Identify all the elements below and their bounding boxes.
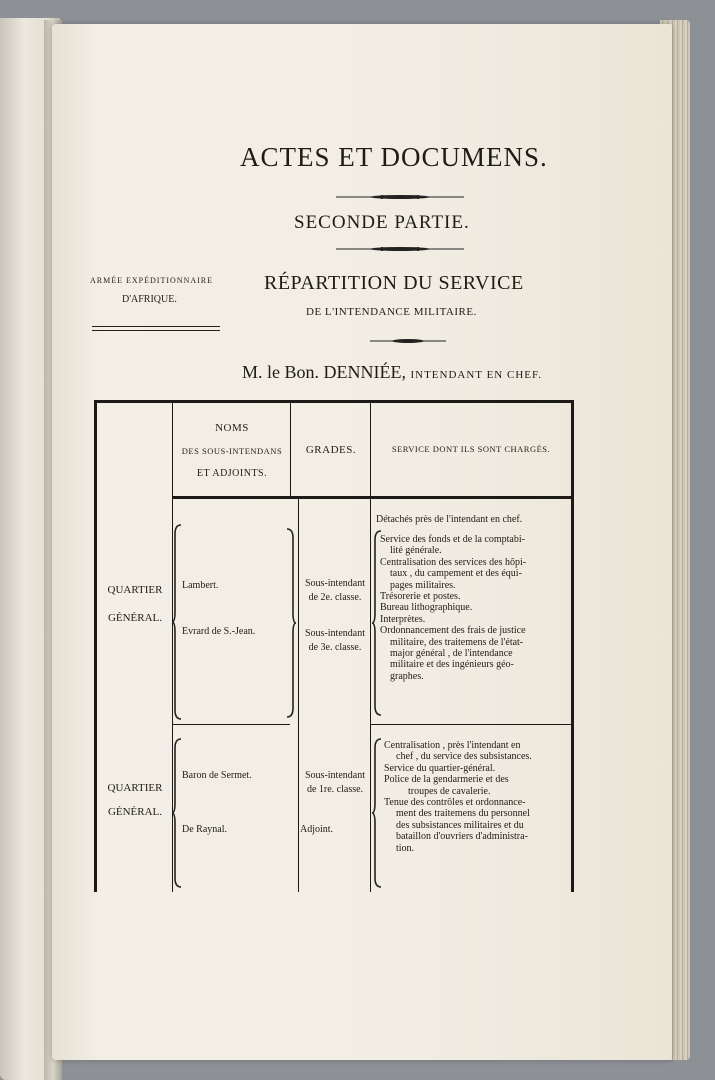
service-detached: Détachés près de l'intendant en chef. bbox=[376, 514, 523, 525]
section-heading: RÉPARTITION DU SERVICE bbox=[264, 272, 524, 294]
list-item: troupes de cavalerie. bbox=[408, 785, 491, 797]
army-label: ARMÉE EXPÉDITIONNAIRE bbox=[90, 276, 213, 285]
list-item: des subsistances militaires et du bbox=[396, 819, 524, 831]
group-label-2b: GÉNÉRAL. bbox=[107, 806, 163, 818]
ornament-top bbox=[336, 194, 464, 200]
section-rule-names bbox=[172, 724, 290, 725]
name-evrard: Evrard de S.-Jean. bbox=[182, 626, 256, 637]
list-item: Police de la gendarmerie et des bbox=[384, 774, 509, 786]
service-table bbox=[94, 400, 574, 892]
name-sermet: Baron de Sermet. bbox=[182, 770, 252, 781]
intendant-name: M. le Bon. DENNIÉE, bbox=[242, 362, 406, 382]
intendant-line bbox=[242, 362, 542, 383]
brace-icon bbox=[172, 524, 182, 720]
brace-icon bbox=[172, 738, 182, 888]
grade-1a: Sous-intendant bbox=[305, 578, 365, 589]
grade-2a: Sous-intendant bbox=[305, 628, 365, 639]
list-item: lité générale. bbox=[390, 545, 442, 557]
section-subheading: DE L'INTENDANCE MILITAIRE. bbox=[306, 306, 477, 318]
group-label-1a: QUARTIER bbox=[107, 584, 163, 596]
list-item: Service des fonds et de la comptabi- bbox=[380, 534, 525, 545]
list-item: pages militaires. bbox=[390, 579, 456, 591]
brace-icon bbox=[286, 528, 296, 718]
table-border-top bbox=[94, 400, 574, 403]
list-item: Bureau lithographique. bbox=[380, 602, 473, 614]
list-item: Centralisation des services des hôpi- bbox=[380, 556, 527, 568]
list-item: Ordonnancement des frais de justice bbox=[380, 625, 526, 637]
grade-2b: de 3e. classe. bbox=[308, 642, 362, 653]
grade-1b: de 2e. classe. bbox=[308, 592, 362, 603]
list-item: militaire et des ingénieurs géo- bbox=[390, 659, 514, 671]
ornament-middle bbox=[336, 246, 464, 252]
intendant-role: INTENDANT EN CHEF. bbox=[410, 369, 542, 381]
group-label-1b: GÉNÉRAL. bbox=[107, 612, 163, 624]
list-item: chef , du service des subsistances. bbox=[396, 751, 532, 763]
header-rule bbox=[172, 496, 574, 499]
list-item: major général , de l'intendance bbox=[390, 648, 513, 660]
grade-adjoint: Adjoint. bbox=[300, 824, 334, 835]
col-divider-service bbox=[370, 400, 371, 892]
header-service: SERVICE DONT ILS SONT CHARGÉS. bbox=[391, 444, 551, 454]
list-item: ment des traitemens du personnel bbox=[396, 808, 530, 820]
list-item: graphes. bbox=[390, 670, 424, 682]
name-raynal: De Raynal. bbox=[182, 824, 227, 835]
army-rule bbox=[92, 326, 220, 331]
header-names-3: ET ADJOINTS. bbox=[196, 468, 268, 479]
list-item: Interprètes. bbox=[380, 613, 426, 625]
army-label-region: D'AFRIQUE. bbox=[122, 294, 177, 305]
header-names-1: NOMS bbox=[215, 422, 249, 434]
group-label-2a: QUARTIER bbox=[107, 782, 163, 794]
list-item: taux , du campement et des équi- bbox=[390, 568, 522, 580]
name-lambert: Lambert. bbox=[182, 580, 219, 591]
list-item: tion. bbox=[396, 842, 415, 854]
list-item: Service du quartier-général. bbox=[384, 762, 496, 774]
brace-icon bbox=[372, 738, 382, 888]
col-divider-grades-header bbox=[290, 400, 291, 496]
header-grades: GRADES. bbox=[305, 444, 357, 456]
list-item: Trésorerie et postes. bbox=[380, 591, 461, 603]
list-item: militaire, des traitemens de l'état- bbox=[390, 636, 524, 648]
table-border-right bbox=[571, 400, 574, 892]
grade-3b: de 1re. classe. bbox=[306, 784, 364, 795]
grade-3a: Sous-intendant bbox=[305, 770, 365, 781]
col-divider-grades bbox=[298, 496, 299, 892]
section-rule-service bbox=[370, 724, 571, 725]
page-subtitle: SECONDE PARTIE. bbox=[294, 212, 470, 233]
ornament-small bbox=[370, 338, 446, 344]
list-item: bataillon d'ouvriers d'administra- bbox=[396, 831, 528, 843]
service-list-2 bbox=[384, 740, 532, 854]
service-list-1 bbox=[380, 534, 526, 682]
page-title: ACTES ET DOCUMENS. bbox=[240, 142, 548, 172]
header-names-2: DES SOUS-INTENDANS bbox=[181, 446, 283, 456]
list-item: Tenue des contrôles et ordonnance- bbox=[384, 797, 526, 809]
list-item: Centralisation , près l'intendant en bbox=[384, 740, 521, 751]
table-border-left bbox=[94, 400, 97, 892]
